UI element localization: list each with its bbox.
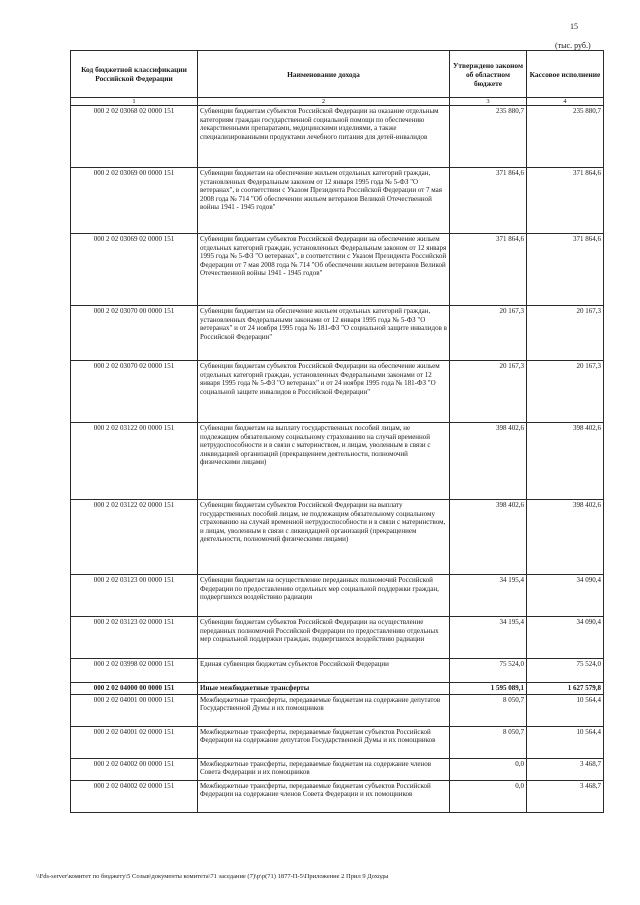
row-executed: 10 564,4 [527,726,604,758]
row-code: 000 2 02 03070 02 0000 151 [71,361,198,423]
row-executed: 34 090,4 [527,575,604,617]
table-row [71,780,604,812]
table-row [71,234,604,306]
column-number: 1 [71,98,198,106]
row-approved: 371 864,6 [450,234,527,306]
row-executed: 3 468,7 [527,758,604,780]
row-approved: 20 167,3 [450,361,527,423]
row-approved: 398 402,6 [450,423,527,500]
row-approved: 398 402,6 [450,500,527,575]
row-code: 000 2 02 04002 00 0000 151 [71,758,198,780]
table-row [71,659,604,683]
row-approved: 0,0 [450,758,527,780]
row-approved: 8 050,7 [450,726,527,758]
row-executed: 75 524,0 [527,659,604,683]
row-code: 000 2 02 04002 02 0000 151 [71,780,198,812]
row-approved: 34 195,4 [450,617,527,659]
row-name: Субвенции бюджетам субъектов Российской Федерации на обеспечение жильем отдельных категорий граждан, установленных Федеральными законами от 12 января 1995 года № 5-ФЗ "О ветеранах" и от 24 ноября 1995 года № 181-ФЗ "О социальной защите инвалидов в Российской Федерации" [198,361,450,423]
table-row-total [71,683,604,695]
header-name: Наименование дохода [198,51,450,98]
row-approved: 371 864,6 [450,168,527,234]
row-executed: 20 167,3 [527,361,604,423]
row-code: 000 2 02 03122 02 0000 151 [71,500,198,575]
row-name: Межбюджетные трансферты, передаваемые бюджетам субъектов Российской Федерации на содержание депутатов Государственной Думы и их помощников [198,726,450,758]
table-row [71,726,604,758]
row-code: 000 2 02 03069 02 0000 151 [71,234,198,306]
row-approved: 1 595 089,1 [450,683,527,695]
row-approved: 0,0 [450,780,527,812]
table-header-row [71,51,604,98]
header-code: Код бюджетной классификации Российской Федерации [71,51,198,98]
row-approved: 75 524,0 [450,659,527,683]
row-name: Межбюджетные трансферты, передаваемые бюджетам субъектов Российской Федерации на содержание членов Совета Федерации и их помощников [198,780,450,812]
row-executed: 20 167,3 [527,306,604,361]
row-name: Субвенции бюджетам на выплату государственных пособий лицам, не подлежащим обязательному социальному страхованию на случай временной нетрудоспособности и в связи с материнством, и лицам, уволенным в связи с ликвидацией организаций (прекращением деятельности, полномочий физическими лицами) [198,423,450,500]
row-executed: 235 880,7 [527,106,604,168]
row-code: 000 2 02 03998 02 0000 151 [71,659,198,683]
row-code: 000 2 02 03123 02 0000 151 [71,617,198,659]
page-number: 15 [570,22,578,31]
row-name: Межбюджетные трансферты, передаваемые бюджетам на содержание членов Совета Федерации и их помощников [198,758,450,780]
column-number: 4 [527,98,604,106]
column-number: 3 [450,98,527,106]
file-path-footer: \\Fds-server\комитет по бюджету\5 Созыв\документы комитета\71 заседание (7)\р\р(71) 1877-П-5\Приложение 2 Прил 9 Доходы [36,873,389,880]
row-approved: 20 167,3 [450,306,527,361]
row-executed: 10 564,4 [527,694,604,726]
table-row [71,306,604,361]
column-number-row [71,98,604,106]
table-row [71,758,604,780]
row-name: Субвенции бюджетам субъектов Российской Федерации на оказание отдельным категориям граждан государственной социальной помощи по обеспечению лекарственными препаратами, медицинскими изделиями, а также специализированными продуктами лечебного питания для детей-инвалидов [198,106,450,168]
row-executed: 1 627 579,8 [527,683,604,695]
row-code: 000 2 02 03069 00 0000 151 [71,168,198,234]
row-code: 000 2 02 04001 02 0000 151 [71,726,198,758]
row-name: Субвенции бюджетам на обеспечение жильем отдельных категорий граждан, установленных Федеральным законом от 12 января 1995 года № 5-ФЗ "О ветеранах", в соответствии с Указом Президента Российской Федерации от 7 мая 2008 года № 714 "Об обеспечении жильем ветеранов Великой Отечественной войны 1941 - 1945 годов" [198,168,450,234]
row-name: Субвенции бюджетам субъектов Российской Федерации на выплату государственных пособий лицам, не подлежащим обязательному социальному страхованию на случай временной нетрудоспособности и в связи с материнством, и лицам, уволенным в связи с ликвидацией организаций (прекращением деятельности, полномочий физическими лицами) [198,500,450,575]
row-executed: 398 402,6 [527,500,604,575]
table-row [71,423,604,500]
row-name: Субвенции бюджетам на осуществление переданных полномочий Российской Федерации по предоставлению отдельных мер социальной поддержки граждан, подвергшихся воздействию радиации [198,575,450,617]
row-executed: 34 090,4 [527,617,604,659]
row-approved: 34 195,4 [450,575,527,617]
revenue-table [70,50,604,813]
row-code: 000 2 02 03068 02 0000 151 [71,106,198,168]
table-row [71,361,604,423]
table-row [71,694,604,726]
row-executed: 371 864,6 [527,234,604,306]
units-label: (тыс. руб.) [555,41,591,50]
row-code: 000 2 02 04001 00 0000 151 [71,694,198,726]
table-row [71,617,604,659]
row-name: Субвенции бюджетам на обеспечение жильем отдельных категорий граждан, установленных Федеральными законами от 12 января 1995 года № 5-ФЗ "О ветеранах" и от 24 ноября 1995 года № 181-ФЗ "О социальной защите инвалидов в Российской Федерации" [198,306,450,361]
row-code: 000 2 02 04000 00 0000 151 [71,683,198,695]
row-approved: 8 050,7 [450,694,527,726]
row-code: 000 2 02 03122 00 0000 151 [71,423,198,500]
table-row [71,575,604,617]
row-name: Субвенции бюджетам субъектов Российской Федерации на обеспечение жильем отдельных категорий граждан, установленных Федеральным законом от 12 января 1995 года № 5-ФЗ "О ветеранах", в соответствии с Указом Президента Российской Федерации от 7 мая 2008 года № 714 "Об обеспечении жильем ветеранов Великой Отечественной войны 1941 - 1945 годов" [198,234,450,306]
row-name: Межбюджетные трансферты, передаваемые бюджетам на содержание депутатов Государственной Думы и их помощников [198,694,450,726]
row-name: Единая субвенция бюджетам субъектов Российской Федерации [198,659,450,683]
row-name: Иные межбюджетные трансферты [198,683,450,695]
header-approved: Утверждено законом об областном бюджете [450,51,527,98]
table-row [71,106,604,168]
row-executed: 371 864,6 [527,168,604,234]
table-row [71,500,604,575]
header-executed: Кассовое исполнение [527,51,604,98]
row-executed: 3 468,7 [527,780,604,812]
column-number: 2 [198,98,450,106]
row-name: Субвенции бюджетам субъектов Российской Федерации на осуществление переданных полномочий Российской Федерации по предоставлению отдельных мер социальной поддержки граждан, подвергшихся воздействию радиации [198,617,450,659]
row-code: 000 2 02 03070 00 0000 151 [71,306,198,361]
row-executed: 398 402,6 [527,423,604,500]
table-row [71,168,604,234]
row-approved: 235 880,7 [450,106,527,168]
row-code: 000 2 02 03123 00 0000 151 [71,575,198,617]
